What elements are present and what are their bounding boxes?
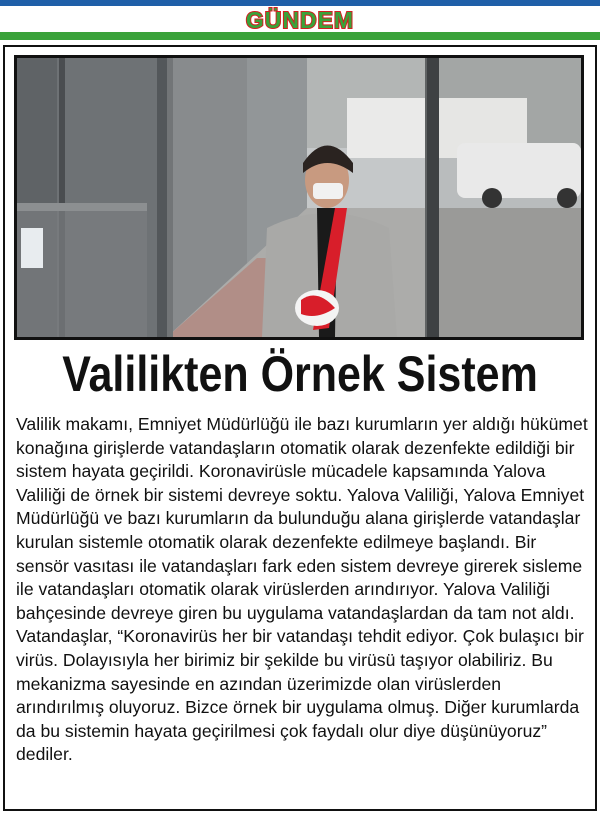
article-photo [14,55,584,340]
section-label: GÜNDEM [245,7,355,33]
photo-illustration [17,58,581,337]
article-headline: Valilikten Örnek Sistem [62,346,538,402]
article-body-paragraph: Valilik makamı, Emniyet Müdürlüğü ile bazı kurumların yer aldığı hükümet konağına girişlerde vatandaşların otomatik olarak dezenfekte edildiği bir sistem hayata geçirildi. Koronavirüsle mücadele kapsamında Yalova Valiliği de örnek bir sistemi devreye soktu. Yalova Valiliği, Yalova Emniyet Müdürlüğü ve bazı kurumların da bulunduğu alana girişlerde vatandaşlar kurulan sistemle otomatik olarak dezenfekte edilmeye başlandı. Bir sensör vasıtası ile vatandaşları fark eden sistem devreye girerek sisleme ile vatandaşları otomatik olarak virüslerden arındırıyor. Yalova Valiliği bahçesinde devreye giren bu uygulama vatandaşlardan da tam not aldı. Vatandaşlar, “Koronavirüs her bir vatandaşı tehdit ediyor. Çok bulaşıcı bir virüs. Dolayısıyla her birimiz bir şekilde bu virüsü taşıyor olabiliriz. Bu mekanizma sayesinde en azından üzerimizde olan virüslerden arındırılmış oluyoruz. Bizce örnek bir uygulama olmuş. Diğer kurumlarda da bu sistemin hayata geçirilmesi çok faydalı olur diye düşünüyoruz” dediler. [16,414,588,765]
article-body [16,413,588,767]
section-header [0,0,600,40]
